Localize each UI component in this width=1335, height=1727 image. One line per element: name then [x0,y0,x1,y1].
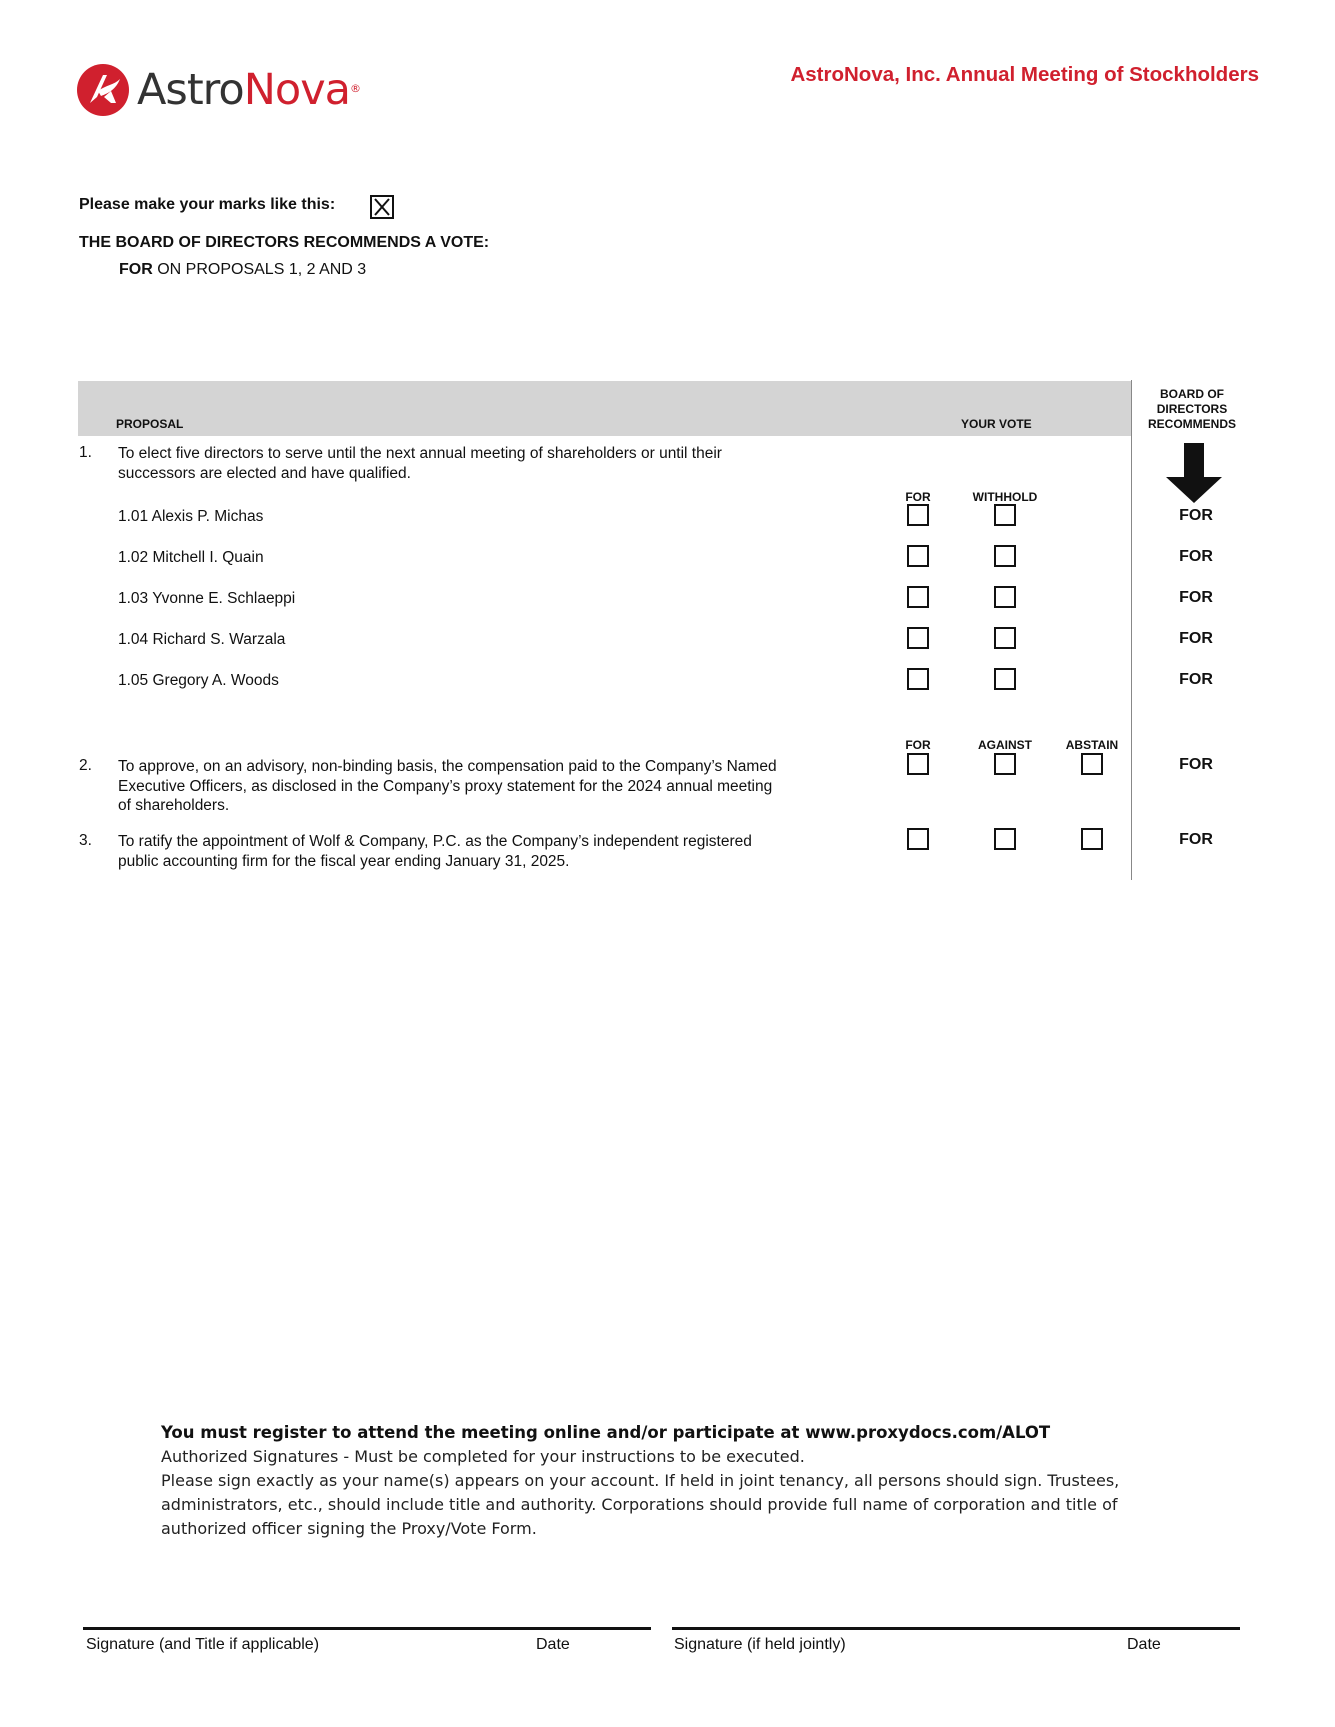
sample-mark-box [370,195,394,219]
board-recommendation: FOR [1179,671,1213,688]
proposal-2-against-checkbox[interactable] [994,753,1016,775]
nominee-2-for-checkbox[interactable] [907,545,929,567]
signing-instructions-line: authorized officer signing the Proxy/Vote Form. [161,1519,537,1538]
board-recommendation-summary: FOR ON PROPOSALS 1, 2 AND 3 [119,261,367,278]
proposal-2-board-recommendation: FOR [1179,756,1213,773]
nominee-label: 1.01 Alexis P. Michas [118,508,264,525]
proposal-2-number: 2. [79,757,92,774]
proposal-1-number: 1. [79,444,92,461]
board-recommends-column-header: BOARD OF DIRECTORS RECOMMENDS [1147,387,1236,431]
nominee-3-for-checkbox[interactable] [907,586,929,608]
joint-signature-label: Signature (if held jointly) [674,1636,846,1653]
nominee-5-for-checkbox[interactable] [907,668,929,690]
nominee-label: 1.03 Yvonne E. Schlaeppi [118,590,296,607]
joint-date-label: Date [1127,1636,1161,1653]
proposal-3-text: To ratify the appointment of Wolf & Company, P.C. as the Company’s independent registered public accounting firm for the fiscal year ending January 31, 2025. [118,833,752,870]
proposal-column-header: PROPOSAL [116,417,184,431]
withhold-col-withhold-header: WITHHOLD [972,490,1038,504]
astronova-logo-icon [76,63,130,117]
joint-signature-line[interactable] [672,1627,1240,1630]
nominee-label: 1.02 Mitchell I. Quain [118,549,264,566]
logo-wordmark: AstroNova® [137,64,361,115]
board-recommends-heading: THE BOARD OF DIRECTORS RECOMMENDS A VOTE: [79,234,490,251]
vote-col-for-header: FOR [905,738,931,752]
table-row [0,545,1335,575]
meeting-title: AstroNova, Inc. Annual Meeting of Stockholders [790,63,1259,86]
nominee-4-withhold-checkbox[interactable] [994,627,1016,649]
nominee-label: 1.04 Richard S. Warzala [118,631,286,648]
your-vote-column-header: YOUR VOTE [961,417,1032,431]
withhold-col-for-header: FOR [905,490,931,504]
proposal-2-abstain-checkbox[interactable] [1081,753,1103,775]
signature-line[interactable] [83,1627,651,1630]
signature-label: Signature (and Title if applicable) [86,1636,320,1653]
marks-instruction: Please make your marks like this: [79,196,336,213]
nominee-label: 1.05 Gregory A. Woods [118,672,279,689]
table-row [0,668,1335,698]
proposal-3-abstain-checkbox[interactable] [1081,828,1103,850]
board-recommendation: FOR [1179,589,1213,606]
proposal-3-board-recommendation: FOR [1179,831,1213,848]
proposal-3-for-checkbox[interactable] [907,828,929,850]
register-notice: You must register to attend the meeting online and/or participate at www.proxydocs.com/ALOT [161,1423,1051,1442]
proposal-3-against-checkbox[interactable] [994,828,1016,850]
table-row [0,627,1335,657]
authorized-signatures-note: Authorized Signatures - Must be completed for your instructions to be executed. [161,1447,805,1466]
proposal-1-text: To elect five directors to serve until the next annual meeting of shareholders or until their successors are elected and have qualified. [118,445,722,482]
board-recommendation: FOR [1179,630,1213,647]
table-row [0,504,1335,534]
nominee-2-withhold-checkbox[interactable] [994,545,1016,567]
signing-instructions-line: administrators, etc., should include title and authority. Corporations should provide full name of corporation and title of [161,1495,1118,1514]
nominee-1-for-checkbox[interactable] [907,504,929,526]
date-label: Date [536,1636,570,1653]
astronova-logo [76,60,360,120]
x-mark-icon [372,197,392,217]
nominee-5-withhold-checkbox[interactable] [994,668,1016,690]
vote-col-against-header: AGAINST [978,738,1032,752]
proposal-3-number: 3. [79,832,92,849]
board-recommendation: FOR [1179,548,1213,565]
nominee-4-for-checkbox[interactable] [907,627,929,649]
down-arrow-icon [1166,443,1222,503]
footer-instructions [161,1421,1171,1541]
signing-instructions-line: Please sign exactly as your name(s) appears on your account. If held in joint tenancy, all persons should sign. Trustees, [161,1471,1120,1490]
nominee-1-withhold-checkbox[interactable] [994,504,1016,526]
board-recommendation: FOR [1179,507,1213,524]
proposal-2-text: To approve, on an advisory, non-binding basis, the compensation paid to the Company’s Named Executive Officers, as disclosed in the Company’s proxy statement for the 2024 annual meeting of shareholders. [118,758,777,814]
nominee-3-withhold-checkbox[interactable] [994,586,1016,608]
table-row [0,586,1335,616]
vote-col-abstain-header: ABSTAIN [1065,738,1119,752]
proposal-2-for-checkbox[interactable] [907,753,929,775]
